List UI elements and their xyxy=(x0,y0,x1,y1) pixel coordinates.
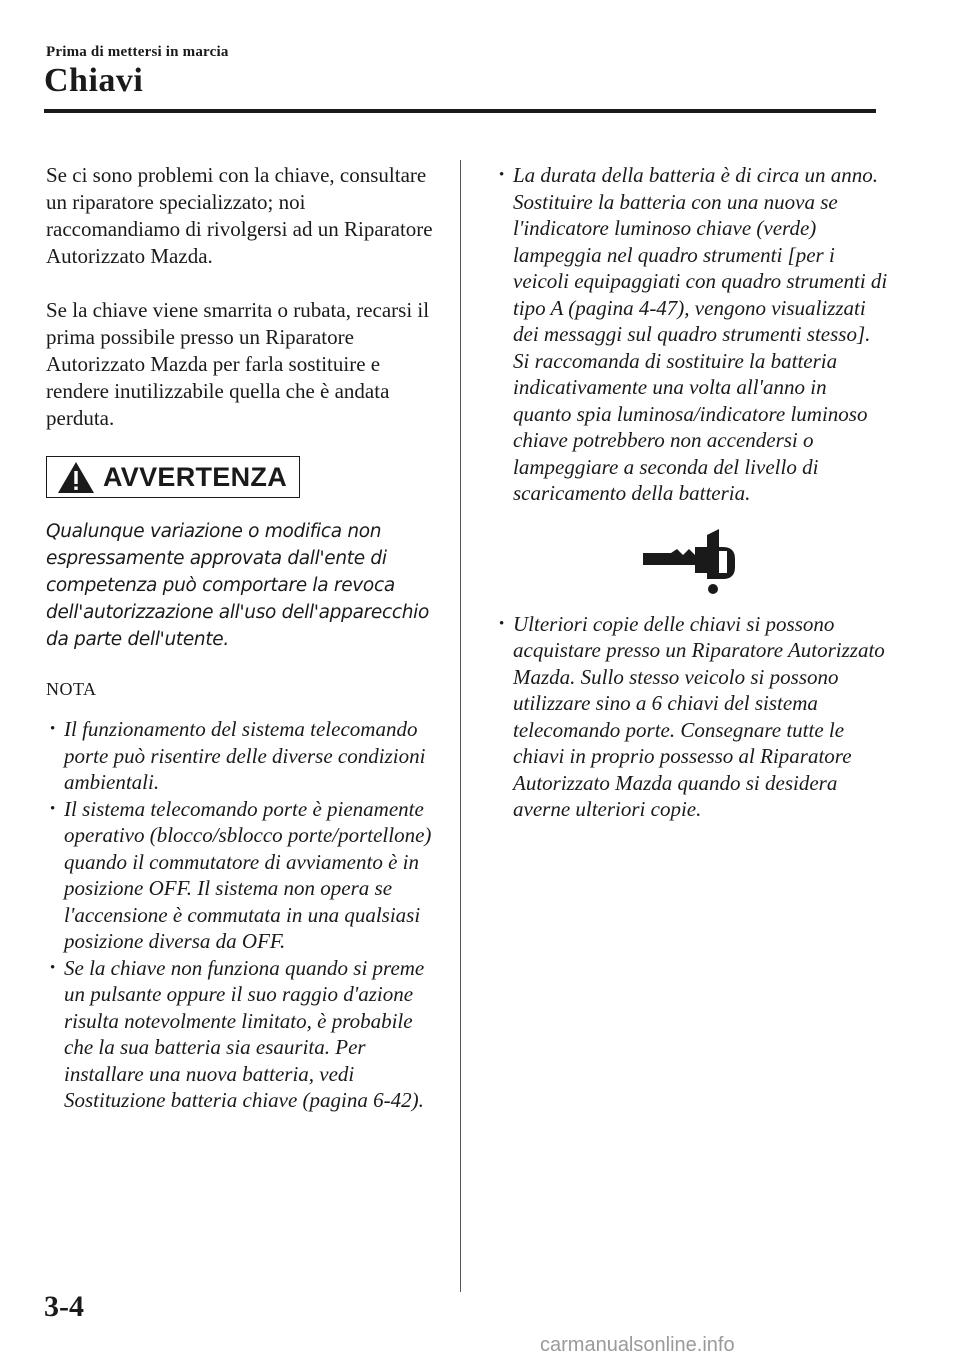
watermark: carmanualsonline.info xyxy=(540,1334,735,1356)
warning-label: AVVERTENZA xyxy=(103,461,288,492)
page-number: 3-4 xyxy=(44,1290,84,1323)
column-divider xyxy=(460,160,461,1292)
note-list-continued-2 xyxy=(495,611,890,823)
note-item: • Il sistema telecomando porte è pienamente operativo (blocco/sblocco porte/portellone) quando il commutatore di avviamento è in posizione OFF. Il sistema non opera se l'accensione è commutata in una qualsiasi posizione diversa da OFF. xyxy=(46,796,438,955)
note-item: • Se la chiave non funziona quando si preme un pulsante oppure il suo raggio d'azione risulta notevolmente limitato, è probabile che la sua batteria sia esaurita. Per installare una nuova batteria, vedi Sostituzione batteria chiave (pagina 6-42). xyxy=(46,955,438,1114)
note-list-continued xyxy=(495,162,890,507)
page-title: Chiavi xyxy=(44,62,144,99)
left-column xyxy=(46,162,438,1114)
right-column xyxy=(495,162,890,823)
note-list xyxy=(46,716,438,1114)
paragraph-key-lost: Se la chiave viene smarrita o rubata, recarsi il prima possibile presso un Riparatore Autorizzato Mazda per farla sostituire e rendere inutilizzabile quella che è andata perduta. xyxy=(46,298,430,430)
warning-header xyxy=(46,456,300,498)
warning-text: Qualunque variazione o modifica non espressamente approvata dall'ente di competenza può comportare la revoca dell'autorizzazione all'uso dell'apparecchio da parte dell'utente. xyxy=(46,521,430,650)
warning-triangle-icon xyxy=(57,461,95,494)
note-item: • Ulteriori copie delle chiavi si possono acquistare presso un Riparatore Autorizzato Mazda. Sullo stesso veicolo si possono utilizzare sino a 6 chiavi del sistema telecomando porte. Consegnare tutte le chiavi in proprio possesso al Riparatore Autorizzato Mazda quando si desidera averne ulteriori copie. xyxy=(495,611,890,823)
note-item: • Il funzionamento del sistema telecomando porte può risentire delle diverse condizioni ambientali. xyxy=(46,716,438,796)
section-title: Prima di mettersi in marcia xyxy=(46,44,229,60)
note-title: NOTA xyxy=(46,679,97,699)
note-item: • La durata della batteria è di circa un anno. Sostituire la batteria con una nuova se l'indicatore luminoso chiave (verde) lampeggia nel quadro strumenti [per i veicoli equipaggiati con quadro strumenti di tipo A (pagina 4-47), vengono visualizzati dei messaggi sul quadro strumenti stesso]. Si raccomanda di sostituire la batteria indicativamente una volta all'anno in quanto spia luminosa/indicatore luminoso chiave potrebbero non accendersi o lampeggiare a seconda del livello di scaricamento della batteria. xyxy=(495,162,890,507)
key-warning-indicator-icon xyxy=(623,521,743,597)
paragraph-key-problems: Se ci sono problemi con la chiave, consultare un riparatore specializzato; noi raccomandiamo di rivolgersi ad un Riparatore Autorizzato Mazda. xyxy=(46,163,433,268)
header-divider xyxy=(44,109,876,113)
